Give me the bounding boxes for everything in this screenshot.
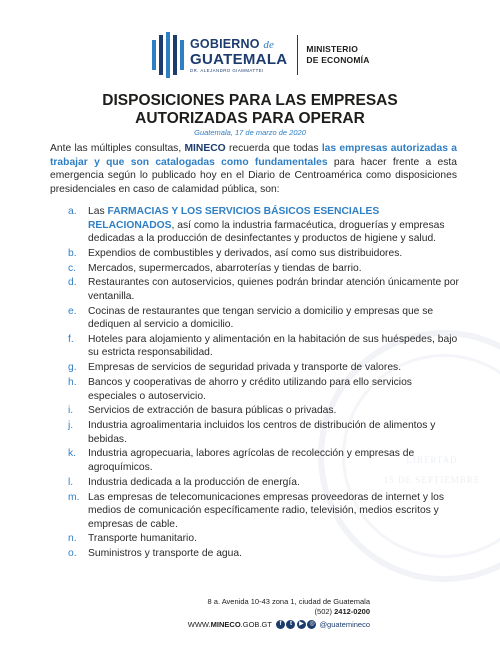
- list-item-letter: f.: [68, 333, 74, 345]
- list-item: [68, 447, 460, 474]
- logo-divider: [297, 35, 298, 75]
- list-item-letter: d.: [68, 277, 77, 289]
- flag-icon: [152, 32, 184, 78]
- facebook-icon[interactable]: f: [276, 620, 285, 629]
- intro-mineco: MINECO: [184, 143, 226, 154]
- list-item: [68, 476, 460, 490]
- title-line1: DISPOSICIONES PARA LAS EMPRESAS: [102, 92, 398, 109]
- header-logo: [152, 32, 370, 78]
- list-item-letter: l.: [68, 476, 74, 488]
- list-item: [68, 376, 460, 403]
- list-item: [68, 491, 460, 532]
- footer-address: 8 a. Avenida 10-43 zona 1, ciudad de Guatemala: [207, 597, 370, 606]
- list-item-letter: h.: [68, 377, 77, 389]
- list-item: [68, 532, 460, 546]
- intro-part3: para hacer frente a esta emergencia según lo publicado hoy en el Diario de Centroamérica como disposiciones presidenciales en caso de calamidad pública, son:: [50, 156, 457, 195]
- list-item-text: Suministros y transporte de agua.: [88, 548, 242, 560]
- list-item-letter: n.: [68, 533, 77, 545]
- list-item-letter: a.: [68, 206, 77, 217]
- list-item-text: Empresas de servicios de seguridad privada y transporte de valores.: [88, 362, 402, 374]
- youtube-icon[interactable]: ▶: [297, 620, 306, 629]
- list-item: [68, 333, 460, 360]
- list-item-letter: o.: [68, 548, 77, 560]
- ministry-line1: MINISTERIO: [306, 44, 359, 54]
- ministry-line2: DE ECONOMÍA: [306, 55, 370, 65]
- list-item: [68, 305, 460, 332]
- list-item-letter: k.: [68, 448, 77, 460]
- list-item-text: Restaurantes con autoservicios, quienes podrán brindar atención únicamente por ventanilla.: [88, 277, 459, 302]
- footer: [160, 597, 370, 629]
- footer-phone: [160, 607, 370, 617]
- list-item-bold: FARMACIAS Y LOS SERVICIOS BÁSICOS ESENCIALES RELACIONADOS: [88, 206, 380, 231]
- web-bold: MINECO: [210, 620, 241, 629]
- list-item-rest: , así como la industria farmacéutica, droguerías y empresas dedicadas a la producción de desinfectantes y productos de higiene y salud.: [88, 219, 445, 244]
- list-item: [68, 361, 460, 375]
- list-item-letter: c.: [68, 262, 77, 274]
- intro-highlight: las empresas autorizadas a trabajar y que son catalogadas como fundamentales: [50, 143, 458, 168]
- gov-line2: GUATEMALA: [190, 50, 288, 68]
- list-item-text: Bancos y cooperativas de ahorro y crédito utilizando para ello servicios especiales o autoservicio.: [88, 377, 412, 402]
- web-suffix: .GOB.GT: [240, 620, 272, 629]
- list-item: [68, 547, 460, 561]
- list-item-letter: i.: [68, 405, 74, 417]
- list-item: [68, 404, 460, 418]
- list-item: [68, 262, 460, 276]
- list-item: [68, 247, 460, 261]
- list-item-text: Industria dedicada a la producción de energía.: [88, 476, 300, 488]
- list-item-pre: Las: [88, 206, 108, 217]
- website-link[interactable]: [188, 620, 272, 629]
- list-item-text: Hoteles para alojamiento y alimentación en la habitación de sus huéspedes, bajo su estricta responsabilidad.: [88, 333, 458, 359]
- list-item-text: Industria agroalimentaria incluidos los centros de distribución de alimentos y bebidas.: [88, 420, 436, 445]
- list-item-letter: b.: [68, 247, 77, 259]
- list-item-text: [88, 205, 460, 246]
- intro-paragraph: [50, 142, 457, 196]
- twitter-icon[interactable]: t: [286, 620, 295, 629]
- government-name: [190, 38, 287, 73]
- web-prefix: WWW.: [187, 620, 211, 629]
- social-icons: [276, 620, 317, 629]
- date-line: Guatemala, 17 de marzo de 2020: [194, 128, 306, 137]
- instagram-icon[interactable]: ◎: [309, 621, 315, 627]
- social-handle[interactable]: @guatemineco: [319, 620, 370, 629]
- businesses-list: [68, 205, 460, 562]
- watermark-line1: LIBERTAD: [406, 455, 458, 465]
- gov-line1: GOBIERNO: [190, 36, 260, 51]
- list-item: [68, 276, 460, 303]
- list-item-letter: e.: [68, 305, 77, 317]
- page-title: [0, 92, 500, 128]
- list-item-letter: m.: [68, 491, 80, 503]
- list-item-letter: g.: [68, 362, 77, 374]
- gov-president: DR. ALEJANDRO GIAMMATTEI: [190, 67, 264, 73]
- watermark-line2: 15 DE SEPTIEMBRE: [383, 475, 481, 485]
- list-item: [68, 419, 460, 446]
- intro-part1: Ante las múltiples consultas,: [50, 143, 185, 154]
- footer-web: [160, 620, 370, 629]
- list-item-text: Expendios de combustibles y derivados, así como sus distribuidores.: [88, 247, 403, 259]
- title-line2: AUTORIZADAS PARA OPERAR: [135, 110, 365, 127]
- list-item-text: Servicios de extracción de basura públicas o privadas.: [88, 405, 337, 417]
- list-item-text: Cocinas de restaurantes que tengan servicio a domicilio y empresas que se dediquen al servicio a domicilio.: [88, 305, 434, 331]
- phone-number: 2412-0200: [334, 607, 370, 616]
- list-item-text: Mercados, supermercados, abarroterías y tiendas de barrio.: [88, 262, 362, 274]
- intro-part2: recuerda que todas: [225, 143, 322, 154]
- gov-de: de: [263, 38, 275, 51]
- list-item-text: Transporte humanitario.: [88, 533, 197, 545]
- ministry-name: [306, 44, 369, 66]
- list-item-text: Las empresas de telecomunicaciones empresas proveedoras de internet y los medios de comunicación específicamente radio, televisión, medios escritos y empresas de cable.: [88, 491, 445, 530]
- list-item-text: Industria agropecuaria, labores agrícolas de recolección y empresas de agroquímicos.: [88, 448, 415, 473]
- list-item: [68, 205, 460, 246]
- list-item-letter: j.: [68, 420, 74, 432]
- phone-prefix: (502): [314, 607, 335, 616]
